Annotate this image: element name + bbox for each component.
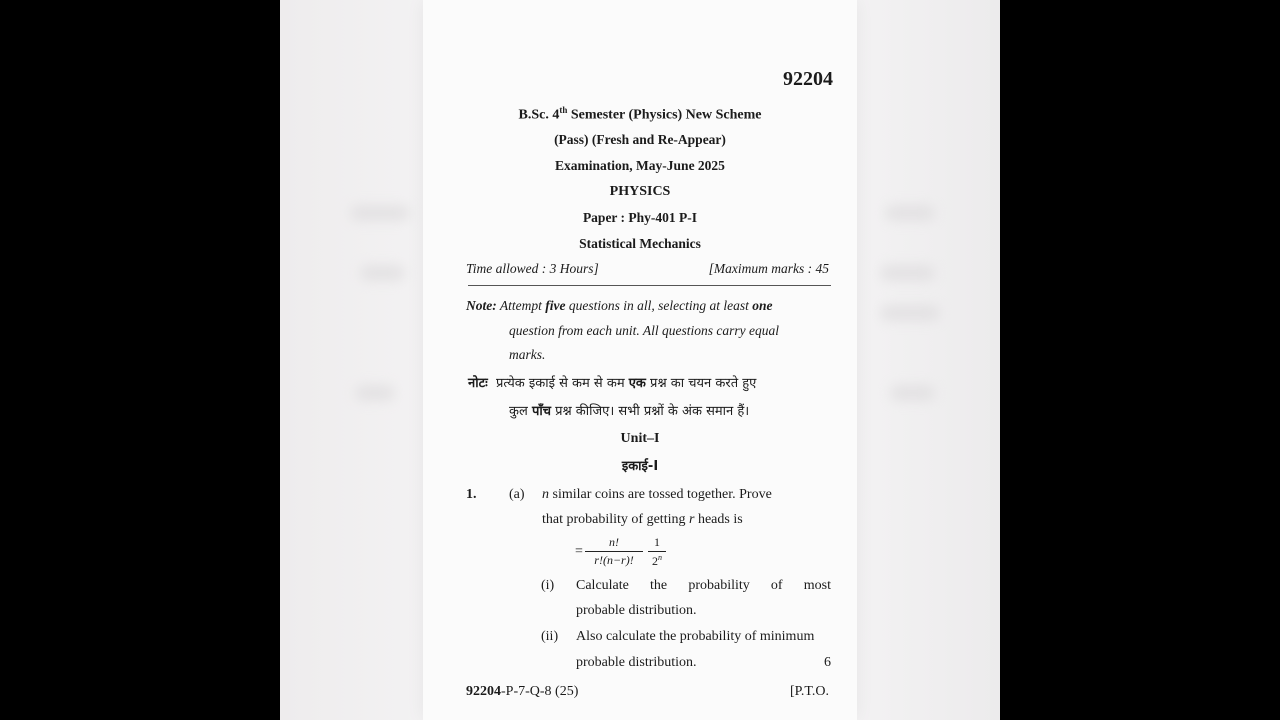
subpart-ii-label: (ii): [541, 629, 559, 644]
blur-ghost: [355, 385, 395, 401]
question-line2: that probability of getting r heads is: [542, 512, 743, 527]
unit-heading: Unit–I: [620, 431, 660, 446]
question-part: (a): [509, 487, 525, 502]
header-line1: B.Sc. 4th Semester (Physics) New Scheme: [518, 105, 762, 123]
paper-code: 92204: [783, 68, 833, 90]
subject-title: PHYSICS: [609, 184, 671, 199]
footer-code: 92204-P-7-Q-8 (25): [466, 684, 579, 699]
blur-ghost: [890, 385, 935, 401]
blur-ghost: [350, 205, 410, 221]
divider-rule: [468, 285, 831, 286]
note-line1: Note: Attempt five questions in all, selecting at least one: [466, 298, 773, 313]
question-line1: n similar coins are tossed together. Prove: [542, 487, 772, 502]
note-line2: question from each unit. All questions carry equal: [509, 323, 779, 338]
blur-ghost: [885, 205, 935, 221]
subpart-i-line2: probable distribution.: [576, 603, 697, 618]
paper-number: Paper : Phy-401 P-I: [582, 210, 698, 225]
header-line3: Examination, May-June 2025: [555, 158, 725, 173]
question-marks: 6: [824, 655, 831, 670]
subpart-i-line1: Calculate the probability of most: [576, 578, 831, 593]
exam-paper: [423, 0, 857, 720]
header-line2: (Pass) (Fresh and Re-Appear): [554, 132, 726, 147]
subpart-i-label: (i): [541, 578, 555, 593]
note-hindi-line1: नोटः प्रत्येक इकाई से कम से कम एक प्रश्न का चयन करते हुए: [468, 376, 757, 391]
blur-ghost: [880, 265, 935, 281]
photo-frame: [280, 0, 1000, 720]
blur-ghost: [360, 265, 405, 281]
fraction-power: 1 2$^n$: [648, 535, 666, 569]
footer-pto: [P.T.O.: [789, 684, 829, 699]
question-number: 1.: [466, 487, 477, 502]
equation-equals: =: [575, 544, 583, 559]
unit-heading-hindi: इकाई-I: [621, 459, 659, 474]
subpart-ii-line1: Also calculate the probability of minimum: [576, 629, 815, 644]
subpart-ii-line2: probable distribution.: [576, 655, 697, 670]
paper-title: Statistical Mechanics: [579, 236, 701, 251]
note-line3: marks.: [509, 347, 546, 362]
note-hindi-line2: कुल पाँच प्रश्न कीजिए। सभी प्रश्नों के अंक समान हैं।: [509, 404, 750, 419]
fraction-factorial: n! r!(n−r)!: [585, 535, 643, 568]
maximum-marks: [Maximum marks : 45: [708, 261, 829, 276]
blur-ghost: [880, 305, 940, 321]
time-allowed: Time allowed : 3 Hours]: [466, 261, 599, 276]
